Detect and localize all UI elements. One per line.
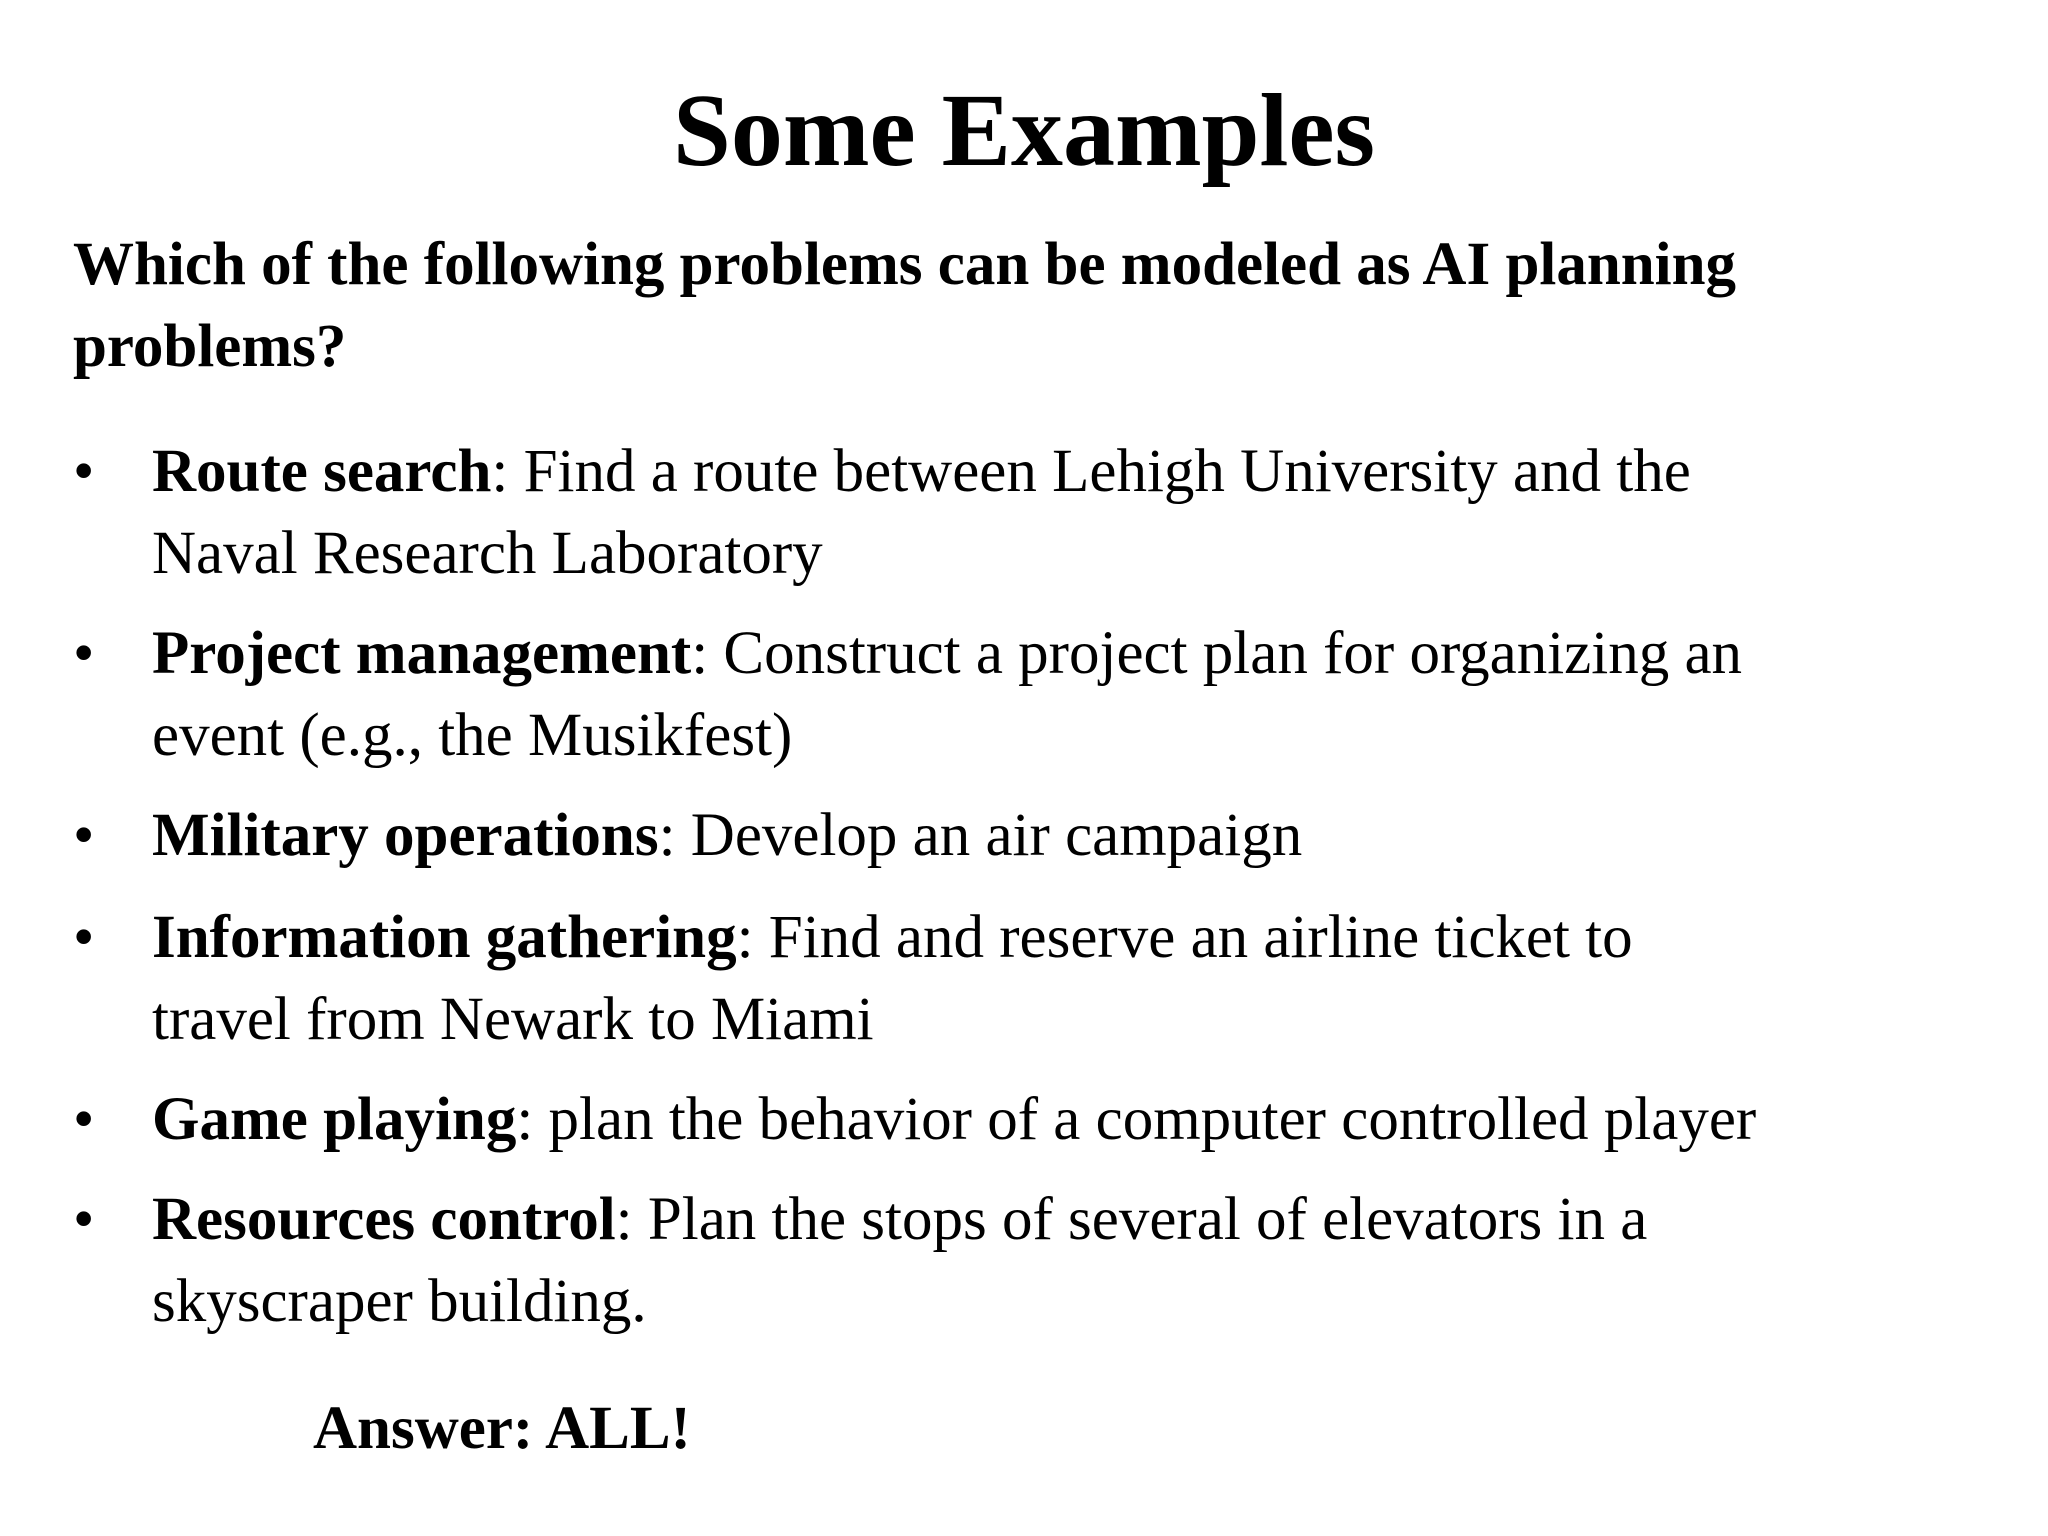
answer-text: Answer: ALL! <box>313 1395 691 1462</box>
item-desc: : Find and reserve an airline ticket to <box>736 904 1633 971</box>
item-desc-cont: travel from Newark to Miami <box>152 986 874 1053</box>
bullet-icon: • <box>73 1186 95 1253</box>
question-line-1: Which of the following problems can be modeled as AI planning <box>73 231 1737 298</box>
bullet-icon: • <box>73 1086 95 1153</box>
item-term: Information gathering <box>152 904 737 971</box>
slide-title: Some Examples <box>673 73 1375 188</box>
list-item-route-search <box>73 431 1691 595</box>
list-item-project-management <box>73 613 1742 777</box>
item-desc-cont: Naval Research Laboratory <box>152 520 823 587</box>
item-term: Game playing <box>152 1086 517 1153</box>
item-desc: : plan the behavior of a computer controlled player <box>516 1086 1757 1153</box>
list-item-game-playing <box>73 1079 1756 1161</box>
item-desc: : Construct a project plan for organizing an <box>691 620 1743 687</box>
bullet-icon: • <box>73 620 95 687</box>
list-item-information-gathering <box>73 897 1633 1061</box>
item-term: Resources control <box>152 1186 616 1253</box>
item-desc-cont: event (e.g., the Musikfest) <box>152 702 793 769</box>
item-term: Project management <box>152 620 692 687</box>
bullet-icon: • <box>73 904 95 971</box>
bullet-icon: • <box>73 438 95 505</box>
item-desc-cont: skyscraper building. <box>152 1268 647 1335</box>
question-line-2: problems? <box>73 313 347 380</box>
list-item-resources-control <box>73 1179 1647 1343</box>
item-desc: : Develop an air campaign <box>658 802 1303 869</box>
list-item-military-operations <box>73 795 1302 877</box>
item-term: Military operations <box>152 802 659 869</box>
bullet-icon: • <box>73 802 95 869</box>
item-desc: : Find a route between Lehigh University and the <box>491 438 1691 505</box>
item-term: Route search <box>152 438 492 505</box>
item-desc: : Plan the stops of several of elevators in a <box>615 1186 1648 1253</box>
